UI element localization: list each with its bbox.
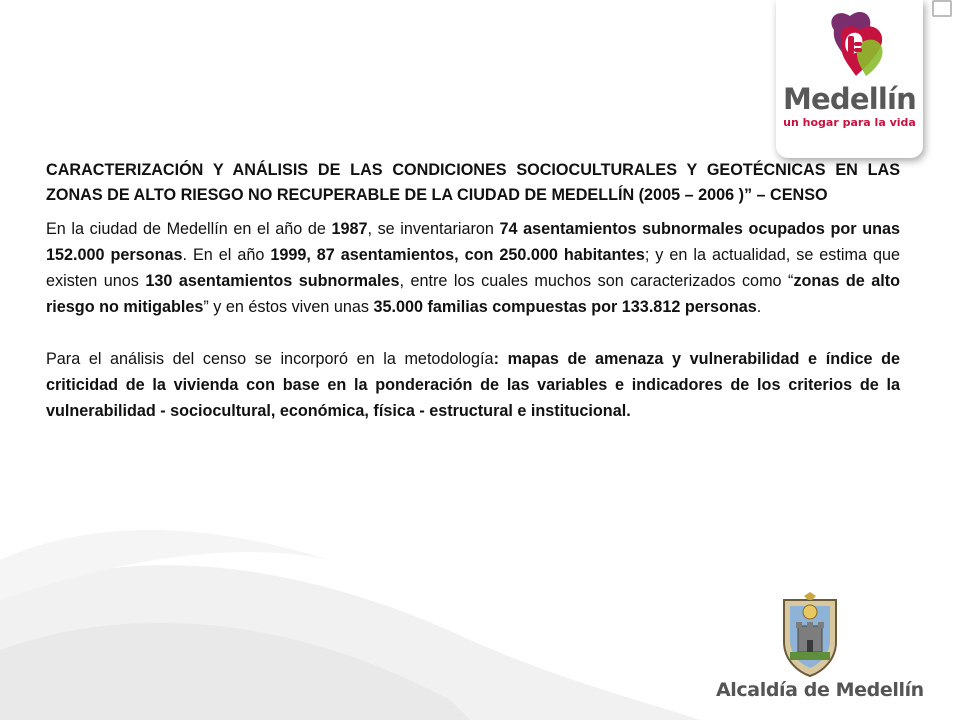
paragraph-1 — [46, 216, 900, 320]
bold-text-segment: 74 asentamientos subnormales ocupados por unas 152.000 personas — [46, 220, 900, 264]
medellin-heart-icon — [776, 0, 923, 85]
bold-text-segment: 1999, 87 asentamientos, con 250.000 habitantes — [270, 246, 645, 264]
corner-frame-decoration — [932, 0, 952, 17]
text-segment: ; y en la actualidad, se estima que existen unos — [46, 246, 900, 290]
coat-of-arms-icon — [778, 592, 842, 678]
text-segment: ” y en éstos viven unas — [203, 298, 374, 316]
slide-title: CARACTERIZACIÓN Y ANÁLISIS DE LAS CONDICIONES SOCIOCULTURALES Y GEOTÉCNICAS EN LAS ZONAS DE ALTO RIESGO NO RECUPERABLE DE LA CIUDAD DE MEDELLÍN (2005 – 2006 )” – CENSO — [46, 161, 900, 204]
text-segment: . — [756, 298, 762, 316]
text-segment: , entre los cuales muchos son caracterizados como “ — [399, 272, 794, 290]
text-segment: En la ciudad de Medellín en el año de — [46, 220, 332, 238]
bold-text-segment: 1987 — [331, 220, 368, 238]
paragraph-2 — [46, 346, 900, 424]
logo-tagline: un hogar para la vida — [783, 116, 916, 129]
logo-wordmark: Medellín — [782, 82, 917, 116]
text-segment: . En el año — [182, 246, 271, 264]
bold-text-segment: zonas de alto riesgo no mitigables — [46, 272, 901, 316]
text-segment: Para el análisis del censo se incorporó en la metodología — [46, 350, 494, 368]
footer-alcaldia-label: Alcaldía de Medellín — [716, 679, 924, 701]
bold-text-segment: : mapas de amenaza y vulnerabilidad e índice de criticidad de la vivienda con base en la ponderación de las variables e indicadores de los criterios de la vulnerabilidad - sociocultural, económica, física - estructural e institucional. — [46, 350, 900, 420]
slide-content — [46, 158, 900, 424]
text-segment: , se inventariaron — [367, 220, 500, 238]
bold-text-segment: 130 asentamientos subnormales — [145, 272, 400, 290]
bold-text-segment: 35.000 familias compuestas por 133.812 personas — [373, 298, 757, 316]
medellin-logo — [776, 0, 923, 158]
